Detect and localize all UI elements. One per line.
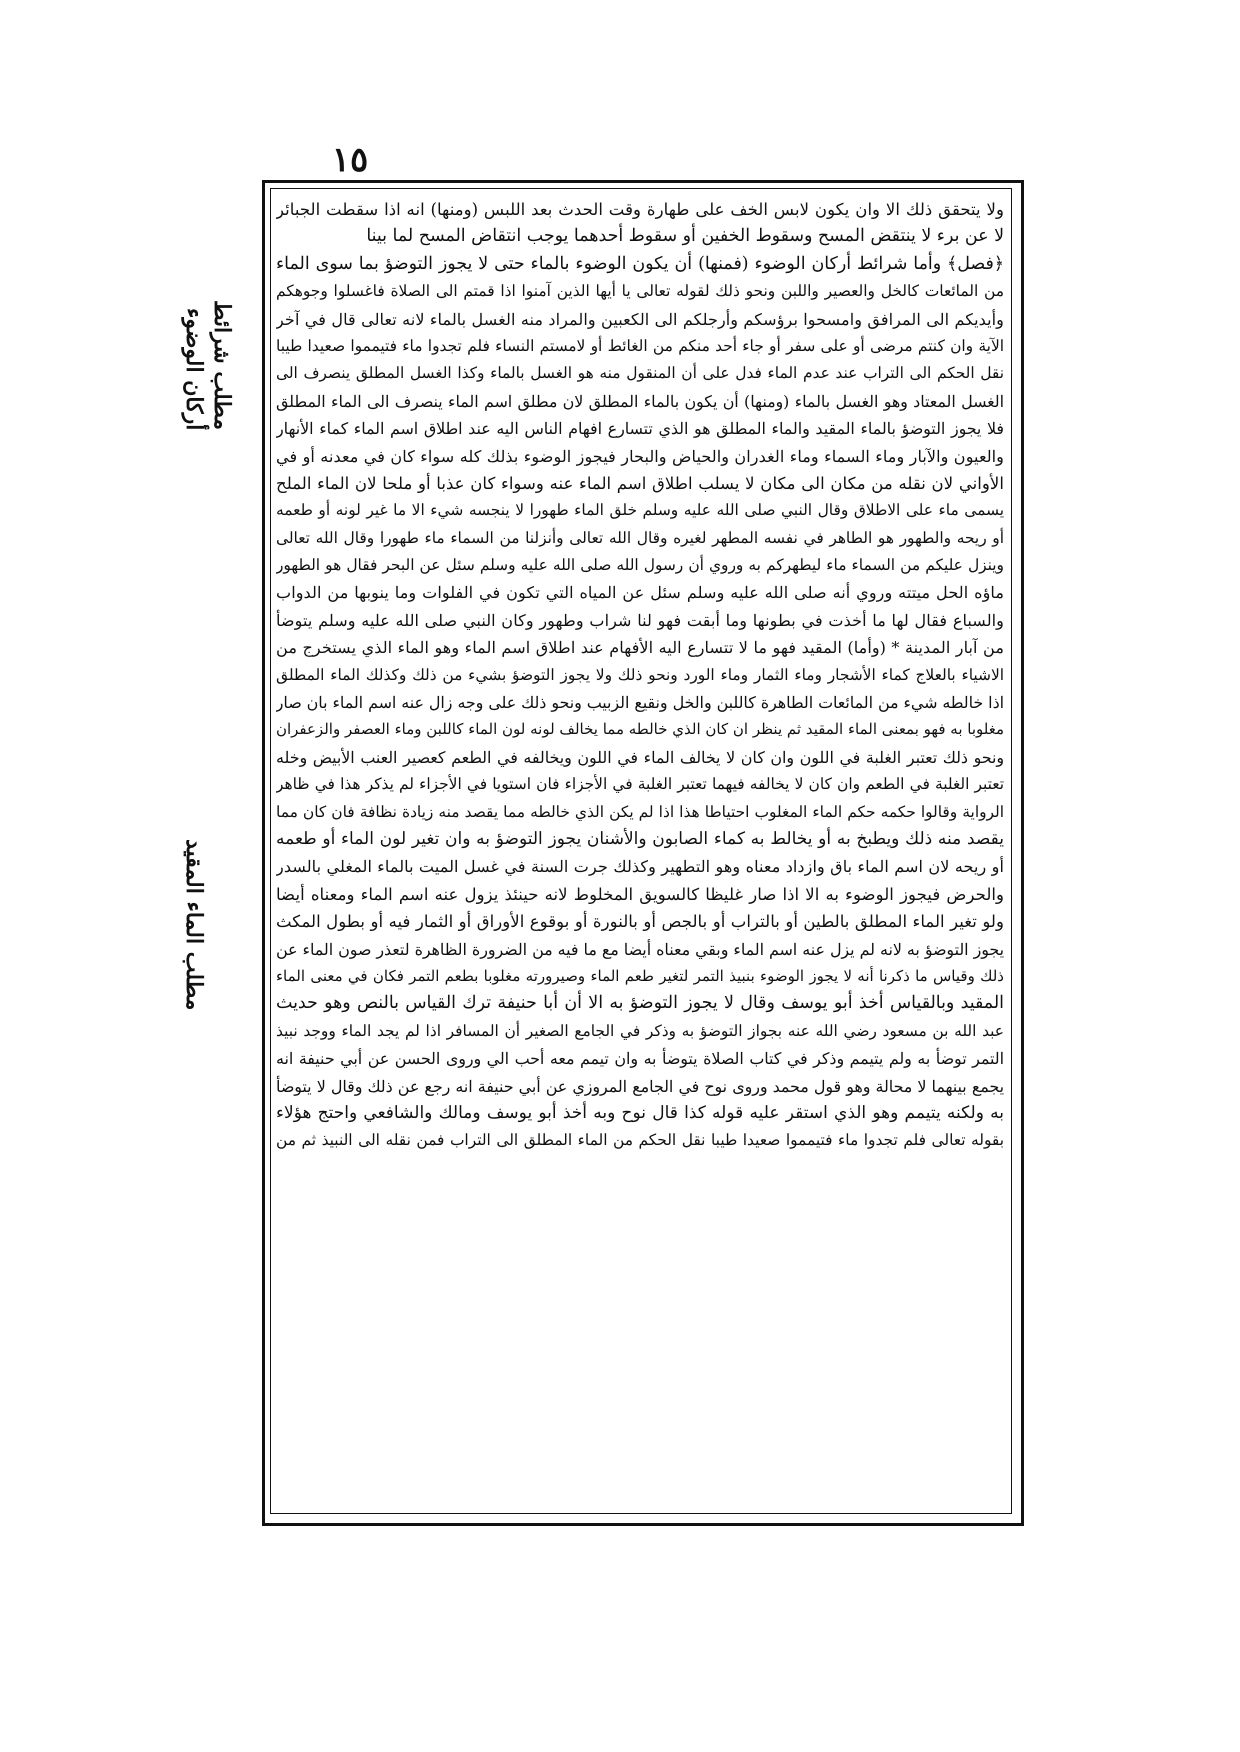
text-line: اذا خالطه شيء من المائعات الطاهرة كاللبن والخل ونقيع الزبيب ونحو ذلك على وجه زال عنه اسم الماء بان صار	[276, 693, 1004, 713]
text-line: به ولكنه يتيمم وهو الذي استقر عليه قوله كذا قال نوح وبه أخذ أبو يوسف ومالك والشافعي واحتج هؤلاء	[276, 1102, 1004, 1123]
margin-note-restricted-water: مطلب الماء المقيد	[181, 838, 207, 1010]
page-number: ١٥	[331, 140, 369, 180]
text-line: الرواية وقالوا حكمه حكم الماء المغلوب احتياطا هذا اذا لم يكن الذي خالطه مما يقصد منه زيادة نظافة فان كان مما	[276, 802, 1004, 821]
text-line: المقيد وبالقياس أخذ أبو يوسف وقال لا يجوز التوضؤ به الا أن أبا حنيفة ترك القياس بالنص وهو حديث	[276, 993, 1004, 1014]
text-line: والسباع فقال لها ما أخذت في بطونها وما أبقت فهو لنا شراب وطهور وكان النبي صلى الله عليه وسلم يتوضأ	[276, 610, 1004, 630]
text-line: ولو تغير الماء المطلق بالطين أو بالتراب أو بالجص أو بالنورة أو بوقوع الأوراق أو الثمار فيه أو بطول المكث	[276, 912, 1004, 932]
text-line: وينزل عليكم من السماء ماء ليطهركم به وروي أن رسول الله صلى الله عليه وسلم سئل عن البحر فقال هو الطهور	[276, 556, 1004, 575]
text-line: من آبار المدينة * (وأما) المقيد فهو ما لا تتسارع اليه الأفهام عند اطلاق اسم الماء وهو الماء الذي يستخرج من	[276, 638, 1004, 658]
text-line: الاشياء بالعلاج كماء الأشجار وماء الثمار وماء الورد ونحو ذلك ولا يجوز التوضؤ بشيء من ذلك وكذلك الماء المطلق	[276, 665, 1004, 684]
text-line: الغسل المعتاد وهو الغسل بالماء (ومنها) أن يكون بالماء المطلق لان مطلق اسم الماء ينصرف الى الماء المطلق	[276, 391, 1004, 411]
text-line: الأواني لان نقله من مكان الى مكان لا يسلب اطلاق اسم الماء عنه وسواء كان عذبا أو ملحا لان الماء الملح	[276, 473, 1004, 493]
text-line: ﴿فصل﴾ وأما شرائط أركان الوضوء (فمنها) أن يكون الوضوء بالماء حتى لا يجوز التوضؤ بما سوى الماء	[276, 253, 1004, 274]
text-line: يسمى ماء على الاطلاق وقال النبي صلى الله عليه وسلم خلق الماء طهورا لا ينجسه شيء الا ما غير لونه أو طعمه	[276, 501, 1004, 520]
text-line: لا عن برء لا ينتقض المسح وسقوط الخفين أو سقوط أحدهما يوجب انتقاض المسح لما بينا	[366, 226, 1004, 247]
margin-note-conditions: مطلب شرائط أركان الوضوء	[181, 299, 235, 430]
text-line: تعتبر الغلبة في الطعم وان كان لا يخالفه فيهما تعتبر الغلبة في الأجزاء فان استويا في الأجزاء لم يذكر هذا في ظاهر	[276, 775, 1004, 794]
text-body	[276, 196, 1004, 1508]
text-line: ونحو ذلك تعتبر الغلبة في اللون وان كان لا يخالف الماء في اللون ويخالفه في الطعم كعصير العنب الأبيض وخله	[276, 747, 1004, 767]
text-line: من المائعات كالخل والعصير واللبن ونحو ذلك لقوله تعالى يا أيها الذين آمنوا اذا قمتم الى الصلاة فاغسلوا وجوهكم	[276, 282, 1004, 301]
text-line: فلا يجوز التوضؤ بالماء المقيد والماء المطلق هو الذي تتسارع افهام الناس اليه عند اطلاق اسم الماء كماء الأنهار	[276, 419, 1004, 439]
text-line: والحرض فيجوز الوضوء به الا اذا صار غليظا كالسويق المخلوط لانه حينئذ يزول عنه اسم الماء ومعناه أيضا	[276, 884, 1004, 904]
text-line: التمر توضأ به ولم يتيمم وذكر في كتاب الصلاة يتوضأ به وان تيمم معه أحب الي وروى الحسن عن أبي حنيفة انه	[276, 1049, 1004, 1069]
text-line: الآية وان كنتم مرضى أو على سفر أو جاء أحد منكم من الغائط أو لامستم النساء فلم تجدوا ماء فتيمموا صعيدا طيبا	[276, 336, 1004, 355]
text-line: أو ريحه والطهور هو الطاهر في نفسه المطهر لغيره وقال الله تعالى وأنزلنا من السماء ماء طهورا وقال الله تعالى	[276, 528, 1004, 547]
text-line: نقل الحكم الى التراب عند عدم الماء فدل على أن المنقول منه هو الغسل بالماء وكذا الغسل المطلق ينصرف الى	[276, 364, 1004, 383]
text-line: يجوز التوضؤ به لانه لم يزل عنه اسم الماء وبقي معناه أيضا مع ما فيه من الضرورة الظاهرة لتعذر صون الماء عن	[276, 939, 1004, 959]
text-line: والعيون والآبار وماء السماء وماء الغدران والحياض والبحار فيجوز الوضوء بذلك كله سواء كان في معدنه أو في	[276, 446, 1004, 466]
text-line: ولا يتحقق ذلك الا وان يكون لابس الخف على طهارة وقت الحدث بعد اللبس (ومنها) انه اذا سقطت الجبائر	[276, 200, 1004, 219]
text-line: ماؤه الحل ميتته وروي أنه صلى الله عليه وسلم سئل عن المياه التي تكون في الفلوات وما ينوبها من الدواب	[276, 583, 1004, 603]
text-line: وأيديكم الى المرافق وامسحوا برؤسكم وأرجلكم الى الكعبين والمراد منه الغسل بالماء لانه تعالى قال في آخر	[276, 309, 1004, 329]
text-line: عبد الله بن مسعود رضي الله عنه بجواز التوضؤ به وذكر في الجامع الصغير أن المسافر اذا لم يجد الماء ووجد نبيذ	[276, 1021, 1004, 1040]
text-line: أو ريحه لان اسم الماء باق وازداد معناه وهو التطهير وكذلك جرت السنة في غسل الميت بالماء المغلي بالسدر	[276, 857, 1004, 877]
text-line: يجمع بينهما لا محالة وهو قول محمد وروى نوح في الجامع المروزي عن أبي حنيفة انه رجع عن ذلك وقال لا يتوضأ	[276, 1076, 1004, 1096]
text-line: يقصد منه ذلك ويطبخ به أو يخالط به كماء الصابون والأشنان يجوز التوضؤ به وان تغير لون الماء أو طعمه	[276, 828, 1004, 849]
text-line: ذلك وقياس ما ذكرنا أنه لا يجوز الوضوء بنبيذ التمر لتغير طعم الماء وصيرورته مغلوبا بطعم التمر فكان في معنى الماء	[276, 966, 1004, 985]
text-line: مغلوبا به فهو بمعنى الماء المقيد ثم ينظر ان كان الذي خالطه مما يخالف لونه لون الماء كاللبن وماء العصفر والزعفران	[276, 720, 1004, 739]
text-line: بقوله تعالى فلم تجدوا ماء فتيمموا صعيدا طيبا نقل الحكم من الماء المطلق الى التراب فمن نقله الى النبيذ ثم من	[276, 1131, 1004, 1150]
